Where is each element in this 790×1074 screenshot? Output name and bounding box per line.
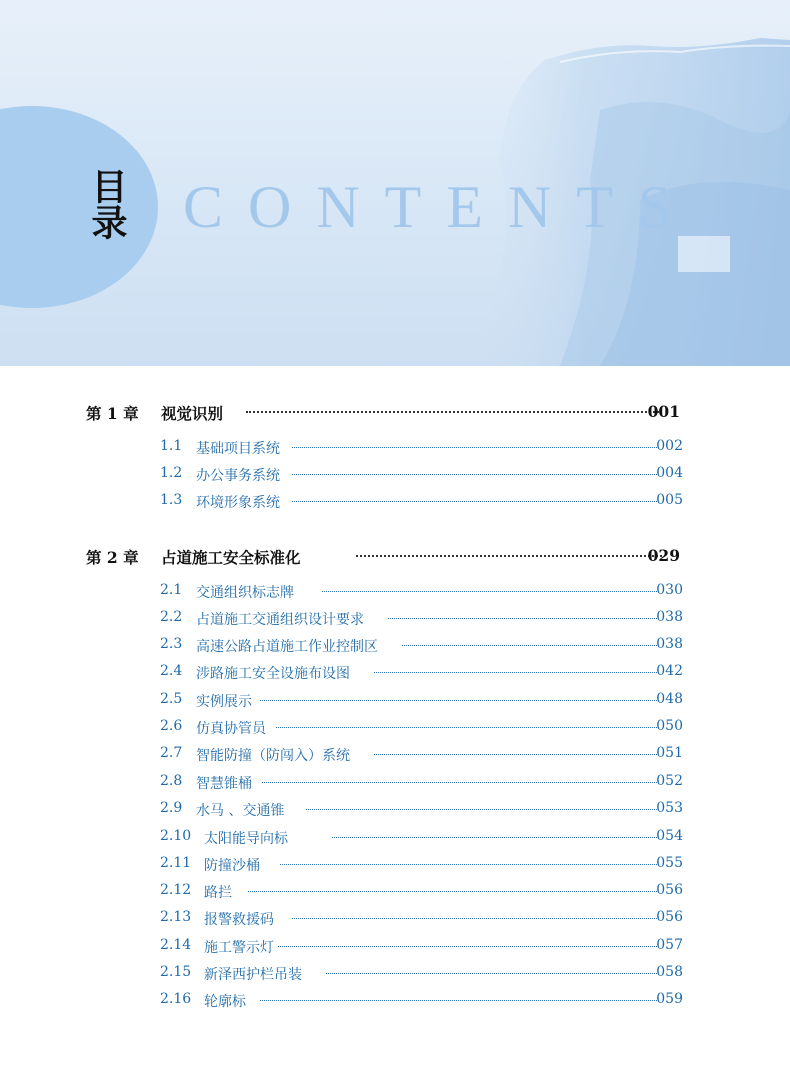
dot-leader [292, 447, 657, 448]
section-title: 办公事务系统 [196, 465, 282, 485]
dot-leader [262, 782, 657, 783]
section-page: 030 [656, 582, 683, 598]
section-number: 2.9 [160, 800, 183, 816]
section-title: 水马 、交通锥 [196, 800, 286, 820]
section-number: 2.11 [160, 855, 192, 871]
chapter-page: 001 [647, 402, 680, 421]
section-title: 仿真协管员 [196, 718, 268, 738]
dot-leader [292, 918, 657, 919]
dot-leader [276, 727, 657, 728]
section-page: 054 [656, 828, 683, 844]
dot-leader [326, 973, 657, 974]
dot-leader [292, 474, 657, 475]
section-page: 055 [656, 855, 683, 871]
dot-leader [260, 1000, 657, 1001]
section-number: 2.15 [160, 964, 192, 980]
chapter-label: 第 2 章 [86, 548, 139, 567]
section-title: 新泽西护栏吊装 [204, 964, 304, 984]
chapter-title: 视觉识别 [161, 404, 224, 423]
section-title: 实例展示 [196, 691, 254, 711]
dot-leader [248, 891, 657, 892]
section-page: 058 [656, 964, 683, 980]
section-title: 防撞沙桶 [204, 855, 262, 875]
section-page: 005 [656, 492, 683, 508]
section-page: 038 [656, 636, 683, 652]
section-page: 002 [656, 438, 683, 454]
section-title: 环境形象系统 [196, 492, 282, 512]
section-page: 051 [656, 745, 683, 761]
dot-leader [356, 555, 662, 557]
dot-leader [374, 754, 657, 755]
section-page: 038 [656, 609, 683, 625]
section-number: 2.8 [160, 773, 183, 789]
section-number: 2.7 [160, 745, 183, 761]
section-number: 1.2 [160, 465, 183, 481]
dot-leader [278, 946, 657, 947]
section-title: 轮廓标 [204, 991, 248, 1011]
dot-leader [402, 645, 657, 646]
section-page: 052 [656, 773, 683, 789]
section-title: 智能防撞（防闯入）系统 [196, 745, 352, 765]
section-page: 059 [656, 991, 683, 1007]
section-number: 1.1 [160, 438, 183, 454]
section-number: 2.3 [160, 636, 183, 652]
dot-leader [246, 411, 662, 413]
section-number: 2.2 [160, 609, 183, 625]
section-page: 057 [656, 937, 683, 953]
section-page: 056 [656, 909, 683, 925]
section-page: 004 [656, 465, 683, 481]
dot-leader [306, 809, 657, 810]
chapter-title: 占道施工安全标准化 [161, 548, 301, 567]
page-title-english: CONTENTS [183, 174, 697, 240]
section-number: 2.16 [160, 991, 192, 1007]
section-number: 2.6 [160, 718, 183, 734]
section-title: 施工警示灯 [204, 937, 276, 957]
section-number: 2.10 [160, 828, 192, 844]
dot-leader [292, 501, 657, 502]
section-number: 1.3 [160, 492, 183, 508]
section-number: 2.14 [160, 937, 192, 953]
section-title: 占道施工交通组织设计要求 [196, 609, 366, 629]
dot-leader [388, 618, 657, 619]
section-title: 交通组织标志牌 [196, 582, 296, 602]
section-page: 056 [656, 882, 683, 898]
section-number: 2.12 [160, 882, 192, 898]
section-page: 048 [656, 691, 683, 707]
dot-leader [322, 591, 657, 592]
chapter-label: 第 1 章 [86, 404, 139, 423]
dot-leader [280, 864, 657, 865]
dot-leader [374, 672, 657, 673]
section-title: 路拦 [204, 882, 234, 902]
dot-leader [332, 837, 657, 838]
section-title: 高速公路占道施工作业控制区 [196, 636, 380, 656]
header-banner [0, 0, 790, 366]
section-title: 智慧锥桶 [196, 773, 254, 793]
section-page: 050 [656, 718, 683, 734]
section-number: 2.13 [160, 909, 192, 925]
section-title: 太阳能导向标 [204, 828, 290, 848]
section-number: 2.5 [160, 691, 183, 707]
section-number: 2.1 [160, 582, 183, 598]
section-page: 053 [656, 800, 683, 816]
page-title: 目录 [86, 168, 127, 240]
section-number: 2.4 [160, 663, 183, 679]
section-title: 涉路施工安全设施布设图 [196, 663, 352, 683]
section-title: 基础项目系统 [196, 438, 282, 458]
dot-leader [260, 700, 657, 701]
section-page: 042 [656, 663, 683, 679]
chapter-page: 029 [647, 546, 680, 565]
section-title: 报警救援码 [204, 909, 276, 929]
